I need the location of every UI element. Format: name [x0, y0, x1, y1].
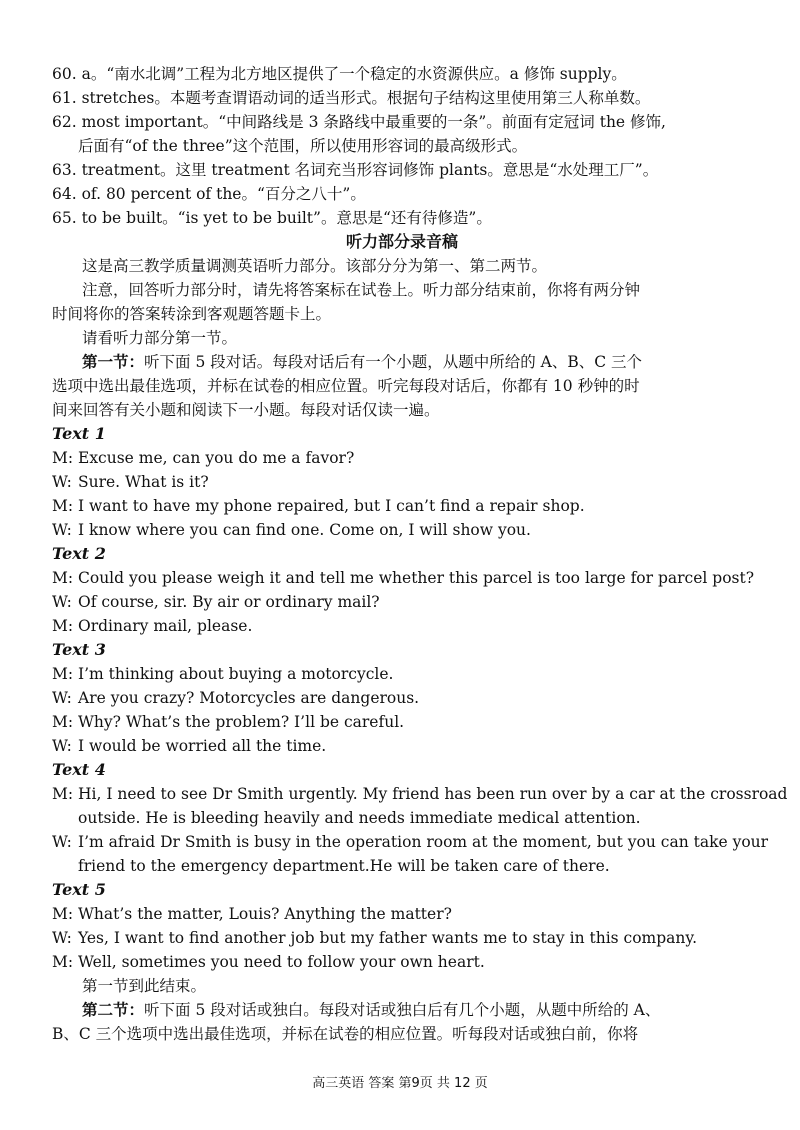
answer-line: 63. treatment。这里 treatment 名词充当形容词修饰 plants。意思是“水处理工厂”。 — [52, 161, 659, 179]
part2-instruction-line: B、C 三个选项中选出最佳选项，并标在试卷的相应位置。听每段对话或独白前，你将 — [52, 1025, 639, 1043]
intro-line: 这是高三教学质量调测英语听力部分。该部分分为第一、第二两节。 — [82, 257, 548, 275]
part2-instruction — [52, 998, 752, 1022]
dialogue-text: I’m afraid Dr Smith is busy in the operation room at the moment, but you can take your — [78, 833, 769, 851]
page-footer: 高三英语 答案 第9页 共 12 页 — [312, 1076, 488, 1091]
answer-line: 64. of. 80 percent of the。“百分之八十”。 — [52, 185, 366, 203]
speaker-label: W: — [52, 833, 72, 851]
dialogue-line — [52, 782, 788, 806]
dialogue-line — [52, 446, 752, 470]
answer-line: 60. a。“南水北调”工程为北方地区提供了一个稳定的水资源供应。a 修饰 supply。 — [52, 65, 627, 83]
dialogue-line — [52, 566, 755, 590]
dialogue-text: Excuse me, can you do me a favor? — [78, 449, 355, 467]
text-title: Text 5 — [52, 880, 106, 899]
dialogue-line — [52, 614, 752, 638]
dialogue-text: outside. He is bleeding heavily and needs immediate medical attention. — [78, 809, 641, 827]
dialogue-text: I would be worried all the time. — [78, 737, 327, 755]
speaker-label: M: — [52, 617, 74, 635]
dialogue-text: friend to the emergency department.He will be taken care of there. — [78, 857, 610, 875]
dialogue-text: Sure. What is it? — [78, 473, 209, 491]
speaker-label: W: — [52, 929, 72, 947]
answer-line: 65. to be built。“is yet to be built”。意思是“还有待修造”。 — [52, 209, 492, 227]
part2-text: 听下面 5 段对话或独白。每段对话或独白后有几个小题，从题中所给的 A、 — [144, 1001, 661, 1019]
dialogue-line — [52, 590, 752, 614]
part1-instruction-line: 选项中选出最佳选项，并标在试卷的相应位置。听完每段对话后，你都有 10 秒钟的时 — [52, 377, 640, 395]
speaker-label: M: — [52, 713, 74, 731]
speaker-label: M: — [52, 905, 74, 923]
dialogue-text: Are you crazy? Motorcycles are dangerous. — [78, 689, 420, 707]
answer-line: 61. stretches。本题考查谓语动词的适当形式。根据句子结构这里使用第三人称单数。 — [52, 89, 651, 107]
part1-text: 听下面 5 段对话。每段对话后有一个小题，从题中所给的 A、B、C 三个 — [144, 353, 643, 371]
answer-list — [52, 62, 752, 230]
speaker-label: W: — [52, 473, 72, 491]
speaker-label: M: — [52, 785, 74, 803]
speaker-label — [52, 806, 78, 830]
text-title: Text 2 — [52, 544, 106, 563]
dialogue-transcripts — [52, 422, 788, 974]
dialogue-text: Ordinary mail, please. — [78, 617, 253, 635]
dialogue-line — [52, 494, 752, 518]
dialogue-line — [52, 950, 752, 974]
part1-instruction — [52, 350, 752, 374]
dialogue-text: Well, sometimes you need to follow your own heart. — [78, 953, 485, 971]
speaker-label: W: — [52, 689, 72, 707]
dialogue-line — [52, 710, 752, 734]
dialogue-text: I want to have my phone repaired, but I can’t find a repair shop. — [78, 497, 585, 515]
dialogue-line — [52, 734, 752, 758]
document-body — [52, 62, 788, 1046]
answer-line: 后面有“of the three”这个范围，所以使用形容词的最高级形式。 — [78, 137, 528, 155]
intro-line: 注意，回答听力部分时，请先将答案标在试卷上。听力部分结束前，你将有两分钟 — [82, 281, 641, 299]
speaker-label: W: — [52, 593, 72, 611]
speaker-label: M: — [52, 569, 74, 587]
dialogue-line — [52, 686, 752, 710]
dialogue-text: Could you please weigh it and tell me whether this parcel is too large for parcel post? — [78, 569, 755, 587]
dialogue-text: Why? What’s the problem? I’ll be careful. — [78, 713, 405, 731]
part1-label: 第一节： — [82, 352, 145, 371]
intro-line: 时间将你的答案转涂到客观题答题卡上。 — [52, 305, 332, 323]
speaker-label: M: — [52, 449, 74, 467]
dialogue-line — [52, 662, 752, 686]
dialogue-text: Of course, sir. By air or ordinary mail? — [78, 593, 380, 611]
dialogue-line — [52, 518, 752, 542]
dialogue-line — [52, 926, 752, 950]
dialogue-line — [52, 854, 752, 878]
section-title: 听力部分录音稿 — [345, 232, 458, 251]
dialogue-line — [52, 902, 752, 926]
speaker-label: W: — [52, 737, 72, 755]
dialogue-text: Hi, I need to see Dr Smith urgently. My friend has been run over by a car at the crossroad — [78, 785, 788, 803]
speaker-label: M: — [52, 953, 74, 971]
dialogue-text: I’m thinking about buying a motorcycle. — [78, 665, 394, 683]
part2-label: 第二节： — [82, 1000, 145, 1019]
dialogue-line — [52, 806, 752, 830]
dialogue-text: Yes, I want to find another job but my father wants me to stay in this company. — [78, 929, 698, 947]
end-part1: 第一节到此结束。 — [82, 977, 207, 995]
part1-instruction-line: 间来回答有关小题和阅读下一小题。每段对话仅读一遍。 — [52, 401, 440, 419]
intro-line: 请看听力部分第一节。 — [82, 329, 238, 347]
text-title: Text 1 — [52, 424, 106, 443]
dialogue-line — [52, 830, 769, 854]
speaker-label — [52, 854, 78, 878]
dialogue-text: What’s the matter, Louis? Anything the matter? — [78, 905, 452, 923]
speaker-label: M: — [52, 665, 74, 683]
text-title: Text 4 — [52, 760, 106, 779]
text-title: Text 3 — [52, 640, 106, 659]
dialogue-text: I know where you can find one. Come on, I will show you. — [78, 521, 531, 539]
speaker-label: W: — [52, 521, 72, 539]
answer-line: 62. most important。“中间路线是 3 条路线中最重要的一条”。前面有定冠词 the 修饰, — [52, 113, 666, 131]
dialogue-line — [52, 470, 752, 494]
speaker-label: M: — [52, 497, 74, 515]
